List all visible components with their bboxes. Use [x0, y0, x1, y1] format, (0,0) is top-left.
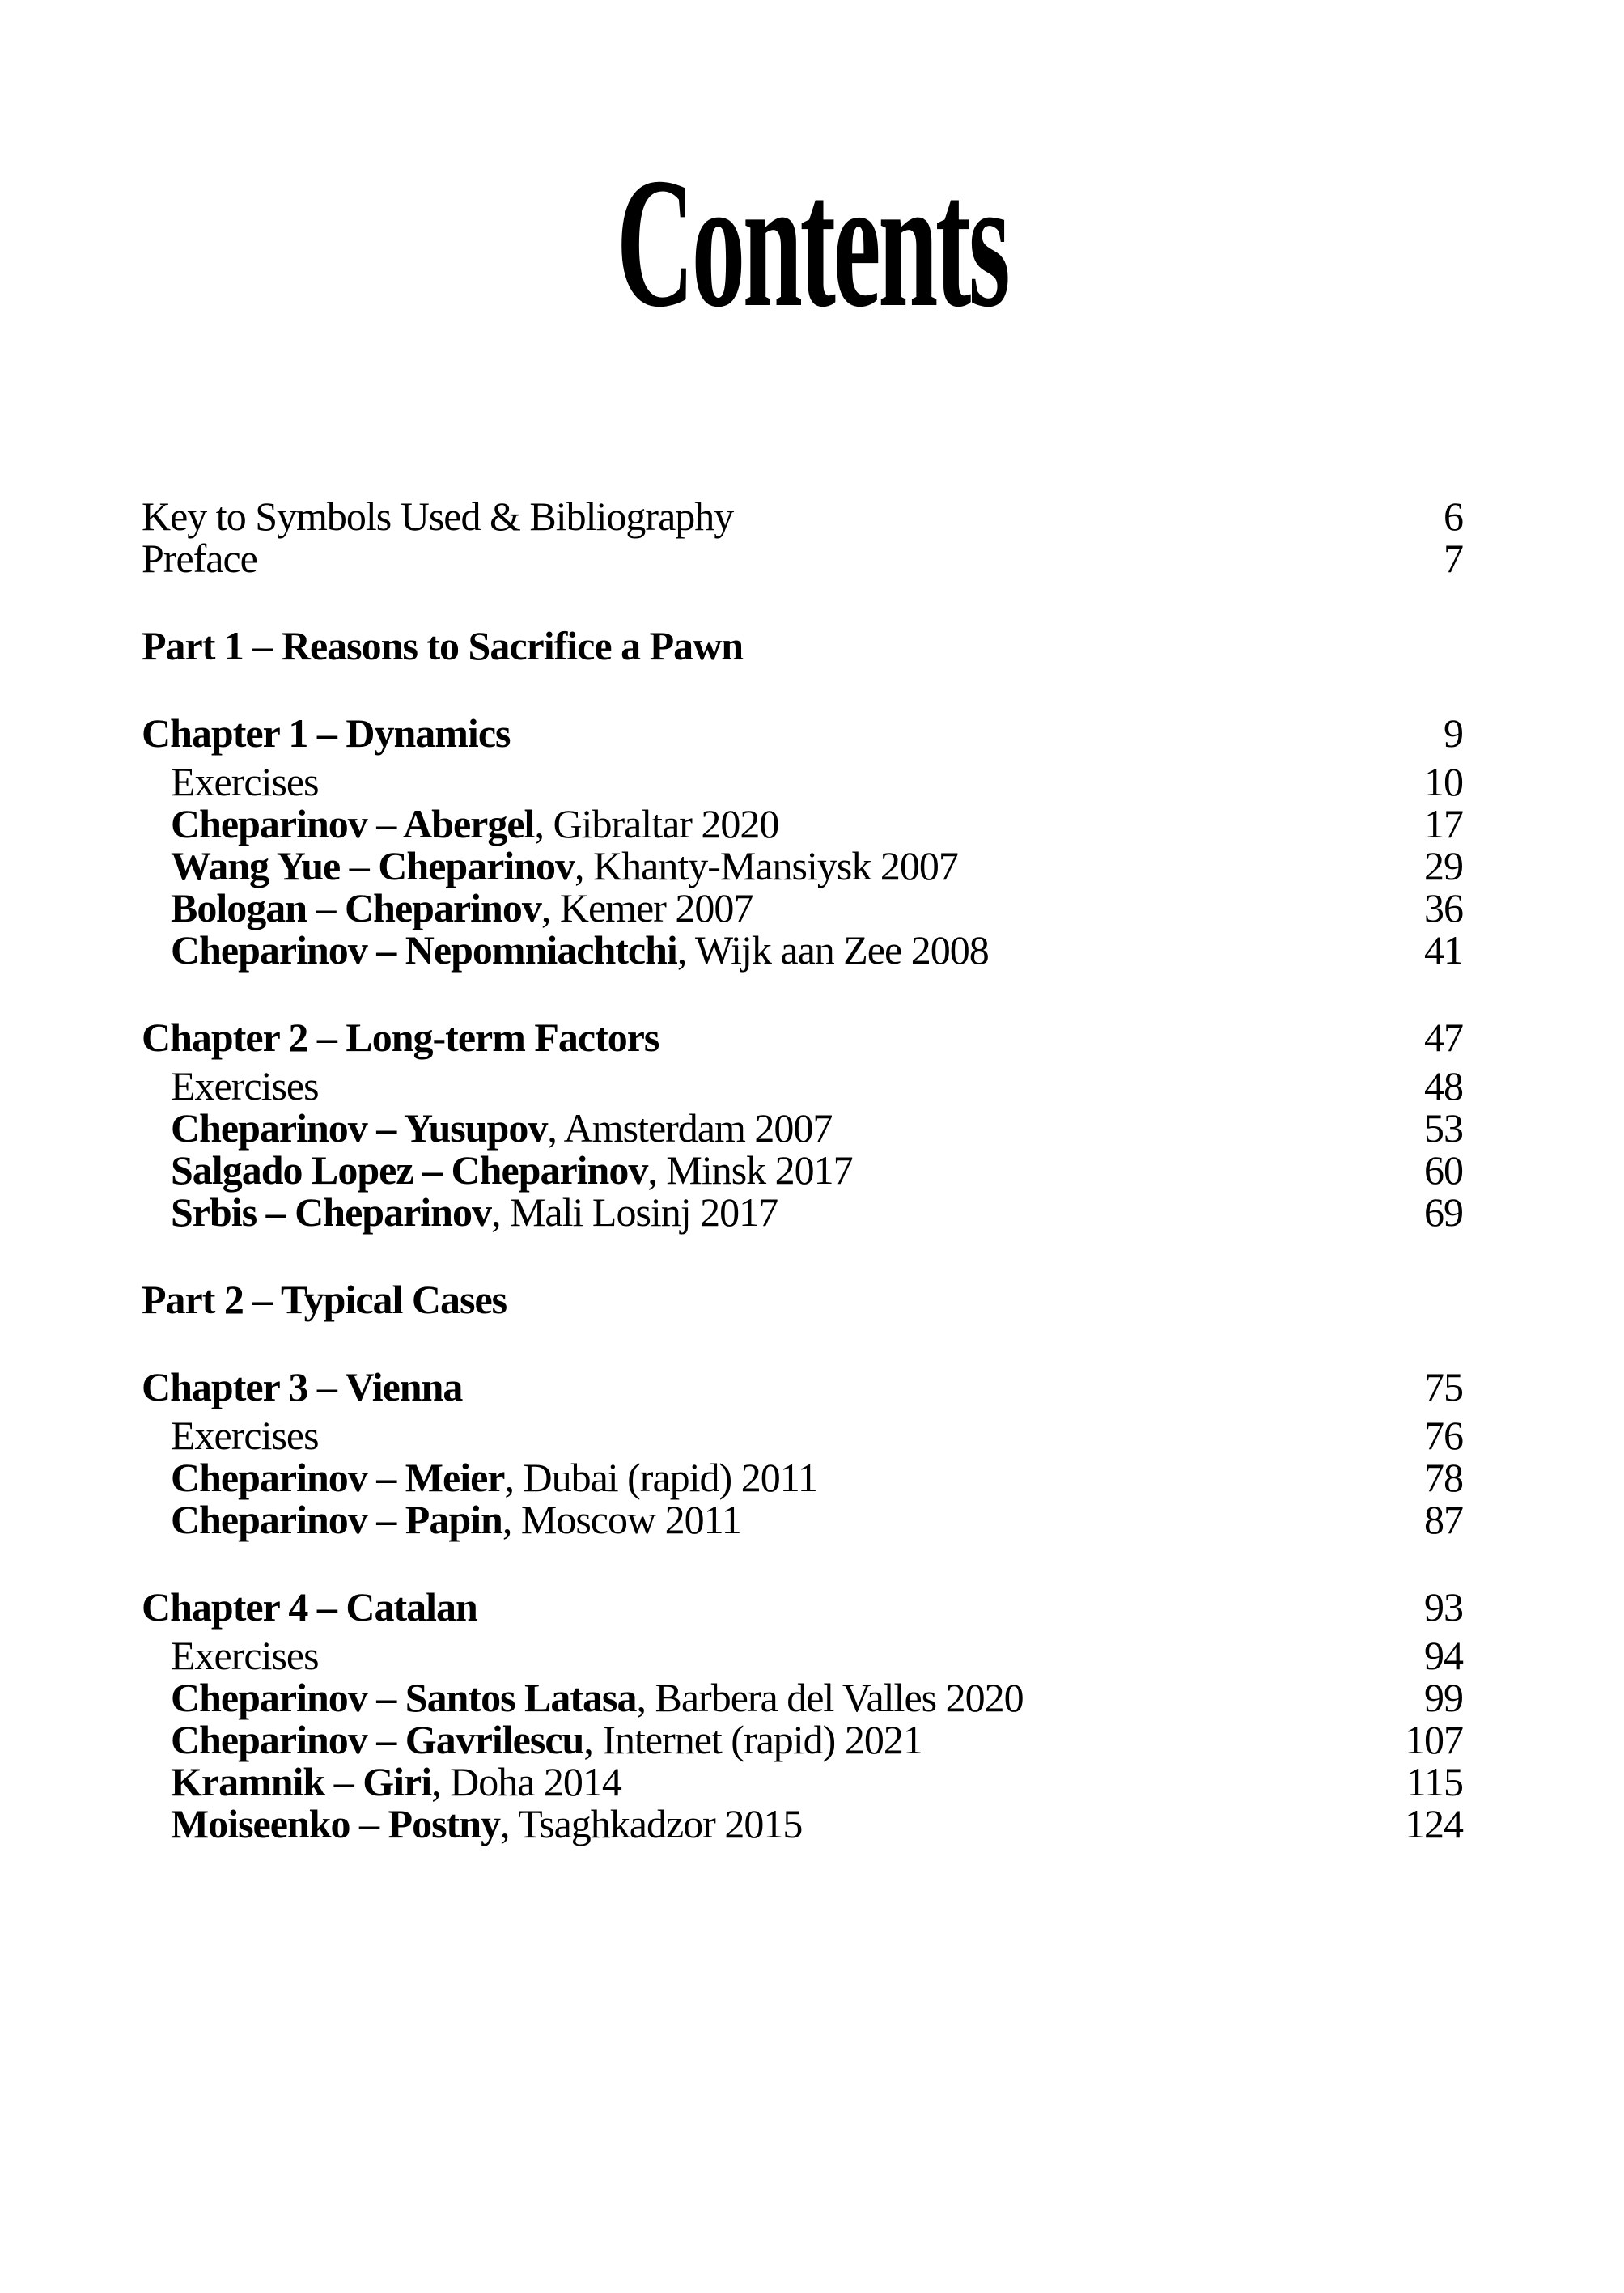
toc-row-part [142, 625, 1463, 667]
toc-entry-label [171, 1761, 621, 1803]
toc-row-exercises [142, 1414, 1463, 1456]
toc-row-exercises [142, 761, 1463, 803]
toc-entry-label: Key to Symbols Used & Bibliography [142, 494, 734, 539]
toc-row-game [142, 1803, 1463, 1845]
toc-row-game [142, 1107, 1463, 1149]
toc-page-number: 48 [1424, 1063, 1463, 1108]
toc-entry-label: Exercises [171, 759, 319, 804]
toc-entry-label: Part 2 – Typical Cases [142, 1277, 507, 1322]
toc-entry-venue: , Khanty-Mansiysk 2007 [575, 843, 958, 888]
toc-row-game [142, 1456, 1463, 1498]
toc-entry-venue: , Tsaghkadzor 2015 [500, 1801, 803, 1846]
toc-entry-label: Exercises [171, 1413, 319, 1458]
toc-entry-venue: , Internet (rapid) 2021 [583, 1717, 922, 1762]
toc-page-number: 53 [1424, 1105, 1463, 1151]
toc-entry-venue: , Mali Losinj 2017 [490, 1189, 778, 1235]
toc-entry-label [171, 1149, 853, 1191]
toc-entry-venue: , Gibraltar 2020 [534, 801, 779, 846]
toc-entry-label [171, 887, 753, 929]
toc-entry-label [171, 1498, 741, 1541]
toc-list [142, 495, 1463, 1845]
toc-row-chapter [142, 712, 1463, 754]
toc-entry-label: Part 1 – Reasons to Sacrifice a Pawn [142, 623, 744, 668]
toc-entry-venue: , Barbera del Valles 2020 [636, 1675, 1024, 1720]
toc-row-chapter [142, 1366, 1463, 1408]
toc-page-number: 7 [1444, 536, 1463, 581]
toc-entry-venue: , Kemer 2007 [541, 885, 753, 930]
toc-entry-label: Exercises [171, 1063, 319, 1108]
toc-entry-players: Moiseenko – Postny [171, 1801, 500, 1846]
toc-page-number: 47 [1424, 1015, 1463, 1060]
toc-page-number: 115 [1406, 1759, 1463, 1804]
toc-entry-players: Wang Yue – Cheparinov [171, 843, 575, 888]
toc-entry-label [171, 1191, 778, 1233]
toc-entry-venue: , Dubai (rapid) 2011 [504, 1455, 817, 1500]
toc-page-number: 107 [1405, 1717, 1463, 1762]
toc-page-number: 17 [1424, 801, 1463, 846]
toc-row-chapter [142, 1016, 1463, 1058]
page-title: Contents [616, 139, 1008, 345]
toc-row-exercises [142, 1634, 1463, 1676]
toc-entry-venue: , Wijk aan Zee 2008 [676, 927, 989, 973]
toc-page-number: 76 [1424, 1413, 1463, 1458]
toc-page-number: 29 [1424, 843, 1463, 888]
toc-entry-players: Cheparinov – Meier [171, 1455, 505, 1500]
toc-entry-label: Exercises [171, 1633, 319, 1678]
toc-page-number: 9 [1444, 710, 1463, 756]
toc-row-chapter [142, 1586, 1463, 1628]
toc-entry-venue: , Amsterdam 2007 [547, 1105, 833, 1151]
toc-entry-players: Cheparinov – Gavrilescu [171, 1717, 584, 1762]
toc-page-number: 75 [1424, 1364, 1463, 1409]
toc-entry-players: Kramnik – Giri [171, 1759, 432, 1804]
toc-page-number: 41 [1424, 927, 1463, 973]
toc-entry-players: Bologan – Cheparinov [171, 885, 541, 930]
toc-row-front [142, 537, 1463, 579]
toc-entry-label [171, 1107, 832, 1149]
toc-page-number: 78 [1424, 1455, 1463, 1500]
toc-entry-players: Srbis – Cheparinov [171, 1189, 491, 1235]
toc-row-game [142, 845, 1463, 887]
toc-entry-label [171, 845, 958, 887]
toc-page-number: 124 [1405, 1801, 1463, 1846]
toc-row-game [142, 803, 1463, 845]
toc-entry-label: Preface [142, 536, 257, 581]
toc-entry-label: Chapter 4 – Catalan [142, 1584, 477, 1630]
toc-entry-label [171, 1719, 922, 1761]
toc-entry-label: Chapter 3 – Vienna [142, 1364, 463, 1409]
toc-row-game [142, 1498, 1463, 1541]
toc-row-game [142, 1149, 1463, 1191]
toc-page-number: 6 [1444, 494, 1463, 539]
toc-row-game [142, 1761, 1463, 1803]
toc-entry-players: Cheparinov – Santos Latasa [171, 1675, 637, 1720]
toc-page-number: 60 [1424, 1147, 1463, 1193]
toc-page-number: 10 [1424, 759, 1463, 804]
toc-page-number: 93 [1424, 1584, 1463, 1630]
toc-page-number: 99 [1424, 1675, 1463, 1720]
toc-page-number: 94 [1424, 1633, 1463, 1678]
toc-entry-venue: , Moscow 2011 [502, 1497, 741, 1542]
toc-row-front [142, 495, 1463, 537]
toc-entry-venue: , Doha 2014 [431, 1759, 621, 1804]
toc-entry-players: Salgado Lopez – Cheparinov [171, 1147, 648, 1193]
toc-row-exercises [142, 1065, 1463, 1107]
toc-entry-label [171, 1676, 1024, 1719]
toc-entry-label: Chapter 2 – Long-term Factors [142, 1015, 659, 1060]
toc-entry-label [171, 1456, 817, 1498]
toc-row-game [142, 1719, 1463, 1761]
toc-entry-label [171, 803, 778, 845]
toc-row-part [142, 1278, 1463, 1320]
toc-entry-players: Cheparinov – Nepomniachtchi [171, 927, 677, 973]
toc-page-number: 69 [1424, 1189, 1463, 1235]
toc-entry-label [171, 1803, 802, 1845]
toc-entry-players: Cheparinov – Papin [171, 1497, 502, 1542]
toc-row-game [142, 887, 1463, 929]
toc-entry-players: Cheparinov – Yusupov [171, 1105, 548, 1151]
toc-row-game [142, 929, 1463, 971]
toc-row-game [142, 1191, 1463, 1233]
toc-page-number: 87 [1424, 1497, 1463, 1542]
toc-entry-venue: , Minsk 2017 [647, 1147, 853, 1193]
toc-entry-players: Cheparinov – Abergel [171, 801, 535, 846]
toc-entry-label [171, 929, 989, 971]
toc-entry-label: Chapter 1 – Dynamics [142, 710, 511, 756]
toc-page-number: 36 [1424, 885, 1463, 930]
toc-row-game [142, 1676, 1463, 1719]
